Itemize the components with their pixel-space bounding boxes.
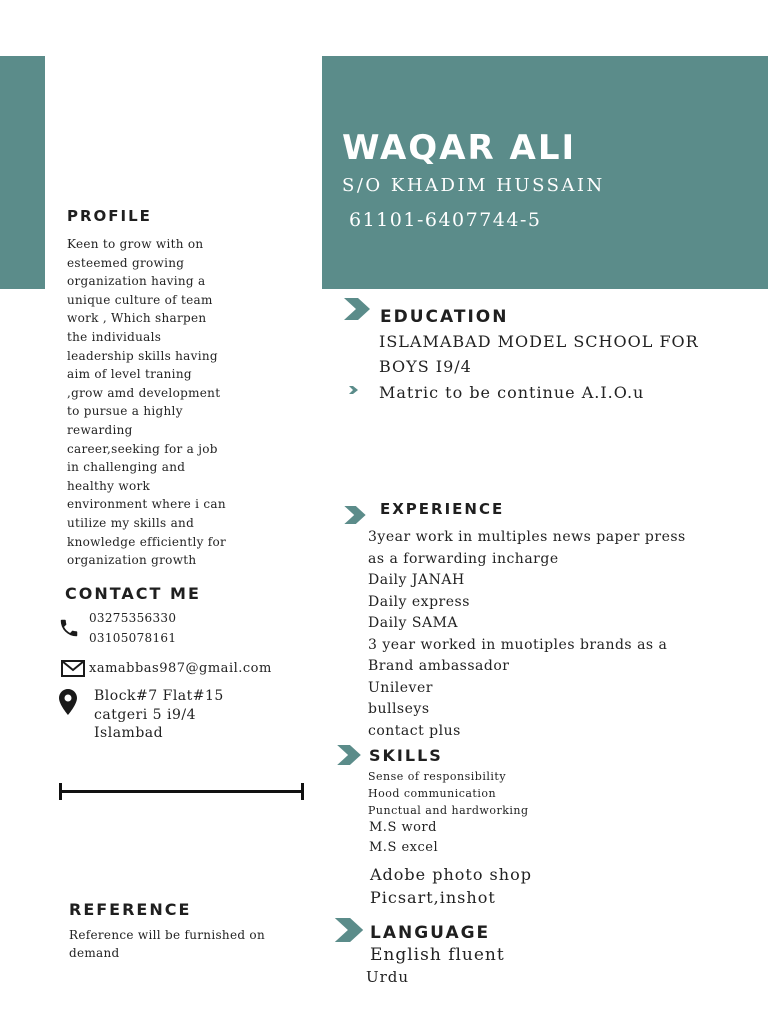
experience-line: contact plus: [368, 722, 461, 739]
skill-item: M.S excel: [369, 839, 439, 855]
skills-heading: SKILLS: [369, 746, 443, 765]
profile-heading: PROFILE: [67, 207, 152, 225]
profile-line: utilize my skills and: [67, 515, 195, 530]
skills-medium-list: [369, 818, 438, 857]
education-school: [379, 329, 699, 379]
education-line: ISLAMABAD MODEL SCHOOL FOR: [379, 332, 699, 351]
profile-line: the individuals: [67, 329, 162, 344]
phone-number: 03275356330: [89, 611, 177, 625]
experience-line: 3 year worked in muotiples brands as a: [368, 636, 668, 653]
education-line: BOYS I9/4: [379, 357, 472, 376]
email-address: xamabbas987@gmail.com: [89, 661, 272, 676]
address-line: catgeri 5 i9/4: [94, 706, 197, 723]
left-accent-bar: [0, 56, 45, 289]
experience-line: Unilever: [368, 679, 433, 696]
experience-line: Daily JANAH: [368, 572, 465, 588]
profile-line: aim of level traning: [67, 367, 192, 382]
reference-line: Reference will be furnished on: [69, 928, 265, 942]
profile-line: in challenging and: [67, 460, 186, 475]
mail-icon: [61, 660, 85, 677]
chevron-right-icon: [336, 745, 362, 765]
profile-line: unique culture of team: [67, 292, 213, 307]
experience-line: as a forwarding incharge: [368, 550, 559, 567]
skills-small-list: [368, 768, 529, 819]
chevron-right-icon: [334, 918, 364, 942]
profile-line: to pursue a highly: [67, 404, 183, 419]
postal-address: [94, 687, 224, 743]
reference-text: [69, 926, 265, 962]
skill-item: Punctual and hardworking: [368, 804, 529, 817]
experience-line: bullseys: [368, 701, 430, 717]
skill-item: M.S word: [369, 820, 437, 835]
experience-line: Daily SAMA: [368, 615, 459, 631]
skill-item: Sense of responsibility: [368, 770, 507, 783]
candidate-name: WAQAR ALI: [342, 128, 577, 168]
skill-item: Picsart,inshot: [370, 888, 496, 907]
divider-cap-left: [59, 783, 62, 800]
reference-heading: REFERENCE: [69, 900, 192, 919]
profile-line: organization growth: [67, 553, 197, 568]
skills-large-list: [370, 863, 532, 909]
section-divider: [60, 790, 304, 793]
skill-item: Adobe photo shop: [370, 865, 532, 884]
bullet-arrow-icon: [349, 386, 358, 394]
profile-line: work , Which sharpen: [67, 311, 207, 326]
profile-line: knowledge efficiently for: [67, 534, 227, 549]
profile-text: [67, 235, 267, 570]
education-heading: EDUCATION: [380, 307, 509, 327]
profile-line: Keen to grow with on: [67, 237, 204, 251]
phone-icon: [58, 617, 80, 639]
address-line: Islambad: [94, 725, 164, 742]
chevron-right-icon: [344, 298, 370, 320]
chevron-right-icon: [344, 506, 366, 524]
phone-numbers: [89, 608, 176, 648]
experience-heading: EXPERIENCE: [380, 500, 505, 518]
profile-line: career,seeking for a job: [67, 441, 218, 456]
header-banner: [322, 56, 768, 289]
profile-line: healthy work: [67, 478, 151, 493]
profile-line: ,grow amd development: [67, 385, 221, 400]
reference-line: demand: [69, 946, 120, 960]
language-heading: LANGUAGE: [370, 923, 491, 943]
education-item: Matric to be continue A.I.O.u: [379, 383, 645, 402]
skill-item: Hood communication: [368, 787, 497, 800]
language-primary: English fluent: [370, 945, 505, 965]
parent-name: S/O KHADIM HUSSAIN: [342, 175, 605, 196]
profile-line: rewarding: [67, 422, 133, 437]
profile-line: esteemed growing: [67, 255, 185, 270]
profile-line: environment where i can: [67, 497, 226, 512]
contact-heading: CONTACT ME: [65, 584, 201, 603]
profile-line: leadership skills having: [67, 348, 218, 363]
experience-line: Brand ambassador: [368, 658, 510, 674]
experience-list: [368, 527, 686, 742]
id-number: 61101-6407744-5: [349, 209, 542, 231]
location-pin-icon: [59, 689, 77, 715]
phone-number: 03105078161: [89, 631, 177, 645]
language-secondary: Urdu: [366, 968, 410, 986]
experience-line: Daily express: [368, 593, 470, 610]
address-line: Block#7 Flat#15: [94, 688, 224, 704]
divider-cap-right: [301, 783, 304, 800]
experience-line: 3year work in multiples news paper press: [368, 529, 686, 545]
profile-line: organization having a: [67, 274, 206, 289]
